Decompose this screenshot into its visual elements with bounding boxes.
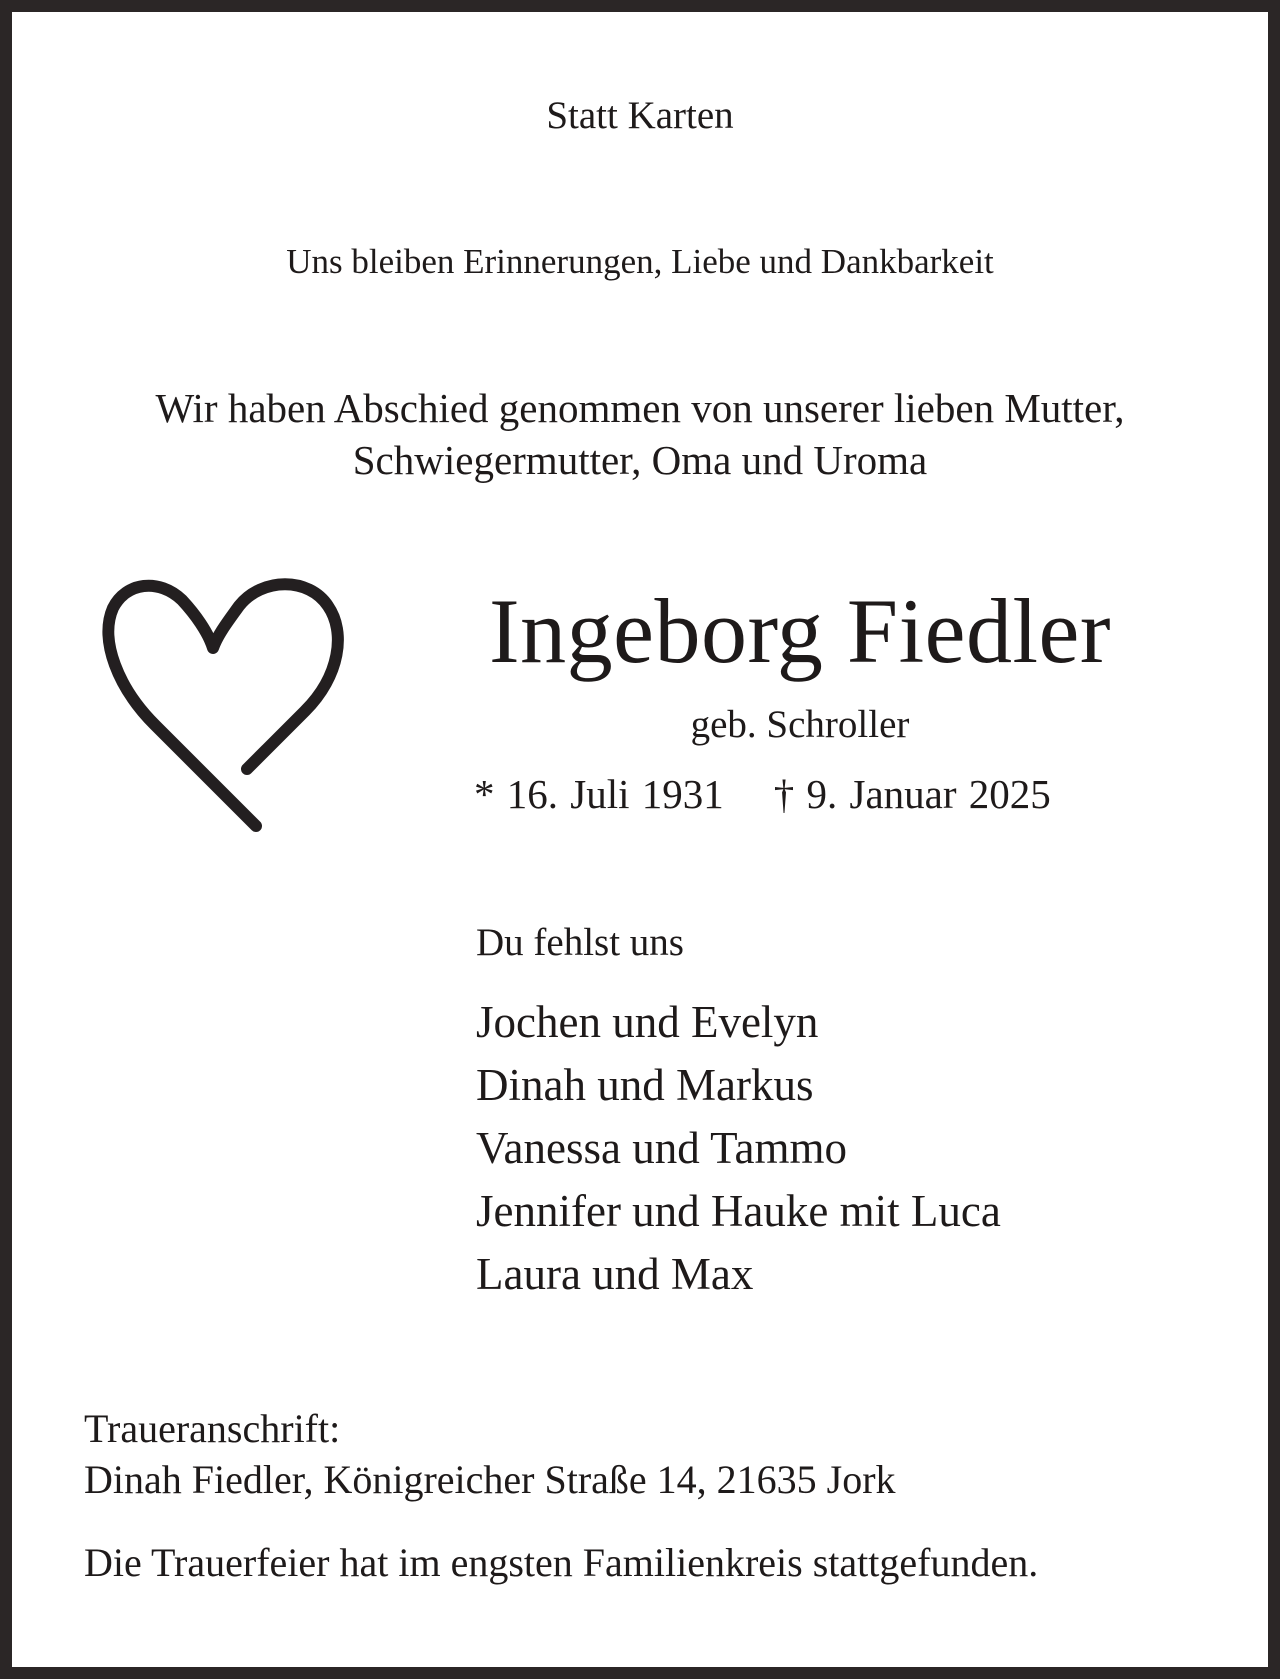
death-date: † 9. Januar 2025 bbox=[773, 771, 1051, 817]
mourner-name: Laura und Max bbox=[476, 1249, 754, 1299]
deceased-name: Ingeborg Fiedler bbox=[488, 580, 1112, 682]
notice-motto: Uns bleiben Erinnerungen, Liebe und Dankbarkeit bbox=[286, 242, 994, 281]
ceremony-note: Die Trauerfeier hat im engsten Familienkreis stattgefunden. bbox=[84, 1540, 1039, 1585]
mourner-name: Vanessa und Tammo bbox=[476, 1123, 847, 1173]
life-dates bbox=[474, 771, 1051, 817]
birth-date: * 16. Juli 1931 bbox=[474, 771, 724, 817]
intro-line-2: Schwiegermutter, Oma und Uroma bbox=[352, 437, 928, 483]
mourner-name: Jochen und Evelyn bbox=[476, 997, 819, 1047]
mourning-address: Dinah Fiedler, Königreicher Straße 14, 21635 Jork bbox=[84, 1457, 896, 1502]
maiden-name: geb. Schroller bbox=[690, 703, 910, 746]
intro-line-1: Wir haben Abschied genommen von unserer lieben Mutter, bbox=[155, 385, 1125, 431]
address-label: Traueranschrift: bbox=[84, 1406, 341, 1451]
missing-line: Du fehlst uns bbox=[476, 921, 684, 964]
notice-header: Statt Karten bbox=[546, 94, 734, 137]
mourner-name: Jennifer und Hauke mit Luca bbox=[476, 1186, 1001, 1236]
mourner-name: Dinah und Markus bbox=[476, 1060, 814, 1110]
